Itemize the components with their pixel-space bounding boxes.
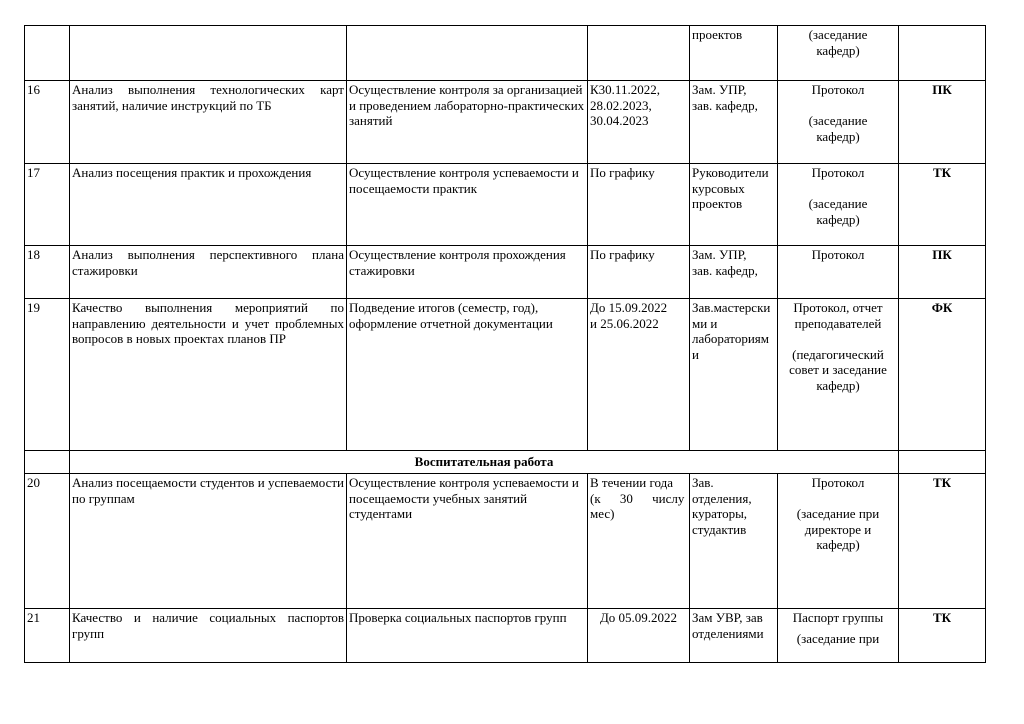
row-number: 19	[25, 299, 70, 451]
responsible-line: и	[692, 346, 699, 362]
activity-cell: Анализ посещаемости студентов и успеваемости по группам	[70, 474, 347, 609]
document-line: (заседание	[808, 27, 868, 42]
document-line: (заседание при	[796, 506, 880, 522]
date-line: мес)	[590, 506, 615, 522]
date-line: В течении года	[590, 475, 673, 490]
document-line: совет и заседание	[789, 362, 887, 378]
row-number: 18	[25, 246, 70, 299]
document-cell	[778, 26, 899, 81]
activity-cell: Анализ посещения практик и прохождения	[70, 164, 347, 246]
responsible-line: лабораториям	[692, 331, 769, 347]
num-cell	[25, 451, 70, 474]
control-type-cell: ФК	[899, 299, 986, 451]
document-cell	[778, 299, 899, 451]
control-type-cell: ПК	[899, 81, 986, 164]
date-line: 28.02.2023,	[590, 97, 652, 113]
table-row	[25, 246, 986, 299]
responsible-line: Зам. УПР,	[692, 82, 747, 97]
dates-cell	[588, 81, 690, 164]
control-type-cell	[899, 451, 986, 474]
document-line: Протокол, отчет	[793, 300, 883, 315]
responsible-line: проектов	[692, 196, 743, 212]
responsible-cell	[690, 164, 778, 246]
document-line: (педагогический	[792, 346, 884, 362]
document-line: Протокол	[811, 82, 865, 97]
dates-cell	[588, 26, 690, 81]
date-line: К30.11.2022,	[590, 82, 660, 97]
document-cell	[778, 609, 899, 663]
document-line: (заседание	[808, 196, 868, 212]
activity-cell: Качество и наличие социальных паспортов групп	[70, 609, 347, 663]
responsible-line: ми и	[692, 315, 718, 331]
date-line: По графику	[590, 165, 655, 180]
date-line: До 15.09.2022	[590, 300, 668, 315]
control-plan-table	[24, 25, 986, 663]
dates-cell	[588, 164, 690, 246]
document-line: кафедр)	[816, 128, 860, 144]
num-cell	[25, 26, 70, 81]
responsible-line: курсовых	[692, 180, 745, 196]
date-line: 30.04.2023	[590, 113, 649, 129]
responsible-cell	[690, 299, 778, 451]
responsible-line: студактив	[692, 521, 747, 537]
date-line: и 25.06.2022	[590, 315, 659, 331]
document-line: кафедр)	[816, 537, 860, 553]
responsible-line: проектов	[692, 27, 743, 42]
responsible-line: зав. кафедр,	[692, 97, 758, 113]
activity-cell: Качество выполнения мероприятий по направлению деятельности и учет проблемных вопросов в новых проектах планов ПР	[70, 299, 347, 451]
responsible-cell	[690, 81, 778, 164]
document-line: кафедр)	[816, 211, 860, 227]
dates-cell	[588, 474, 690, 609]
responsible-line: отделения,	[692, 490, 752, 506]
row-number: 21	[25, 609, 70, 663]
activity-cell: Анализ выполнения технологических карт занятий, наличие инструкций по ТБ	[70, 81, 347, 164]
document-cell	[778, 246, 899, 299]
table-row	[25, 26, 986, 81]
responsible-line: Зам. УПР,	[692, 247, 747, 262]
responsible-line: отделениями	[692, 625, 764, 641]
responsible-line: Зав.	[692, 475, 714, 490]
section-row	[25, 451, 986, 474]
control-type-cell: ПК	[899, 246, 986, 299]
document-cell	[778, 164, 899, 246]
dates-cell	[588, 299, 690, 451]
document-line: Паспорт группы	[792, 610, 884, 625]
responsible-cell	[690, 26, 778, 81]
purpose-cell: Осуществление контроля успеваемости и посещаемости практик	[347, 164, 588, 246]
responsible-line: Зав.мастерски	[692, 300, 771, 315]
table-row	[25, 164, 986, 246]
activity-cell	[70, 26, 347, 81]
date-line: (к 30 числу	[590, 490, 685, 506]
date-line: До 05.09.2022	[599, 610, 678, 625]
document-line: кафедр)	[816, 377, 860, 393]
purpose-cell: Осуществление контроля успеваемости и посещаемости учебных занятий студентами	[347, 474, 588, 609]
table-row	[25, 81, 986, 164]
activity-cell: Анализ выполнения перспективного плана стажировки	[70, 246, 347, 299]
responsible-line: зав. кафедр,	[692, 262, 758, 278]
purpose-cell: Проверка социальных паспортов групп	[347, 609, 588, 663]
document-cell	[778, 81, 899, 164]
document-line: Протокол	[811, 165, 865, 180]
responsible-cell	[690, 474, 778, 609]
document-line: Протокол	[811, 475, 865, 490]
control-type-cell	[899, 26, 986, 81]
document-line: (заседание при	[796, 630, 880, 646]
purpose-cell: Осуществление контроля прохождения стажировки	[347, 246, 588, 299]
row-number: 17	[25, 164, 70, 246]
document-line: директоре и	[804, 521, 872, 537]
purpose-cell	[347, 26, 588, 81]
table-row	[25, 609, 986, 663]
table-row	[25, 299, 986, 451]
control-type-cell: ТК	[899, 164, 986, 246]
purpose-cell: Подведение итогов (семестр, год), оформление отчетной документации	[347, 299, 588, 451]
dates-cell	[588, 609, 690, 663]
document-line: (заседание	[808, 113, 868, 129]
responsible-line: Зам УВР, зав	[692, 610, 763, 625]
table-row	[25, 474, 986, 609]
row-number: 20	[25, 474, 70, 609]
document-line: кафедр)	[816, 42, 860, 58]
control-type-cell: ТК	[899, 474, 986, 609]
document-line: Протокол	[811, 247, 865, 262]
responsible-line: Руководители	[692, 165, 769, 180]
section-title: Воспитательная работа	[70, 451, 899, 474]
row-number: 16	[25, 81, 70, 164]
responsible-line: кураторы,	[692, 506, 748, 522]
purpose-cell: Осуществление контроля за организацией и проведением лабораторно-практических занятий	[347, 81, 588, 164]
date-line: По графику	[590, 247, 655, 262]
control-type-cell: ТК	[899, 609, 986, 663]
document-line: преподавателей	[794, 315, 882, 331]
dates-cell	[588, 246, 690, 299]
responsible-cell	[690, 246, 778, 299]
document-cell	[778, 474, 899, 609]
responsible-cell	[690, 609, 778, 663]
